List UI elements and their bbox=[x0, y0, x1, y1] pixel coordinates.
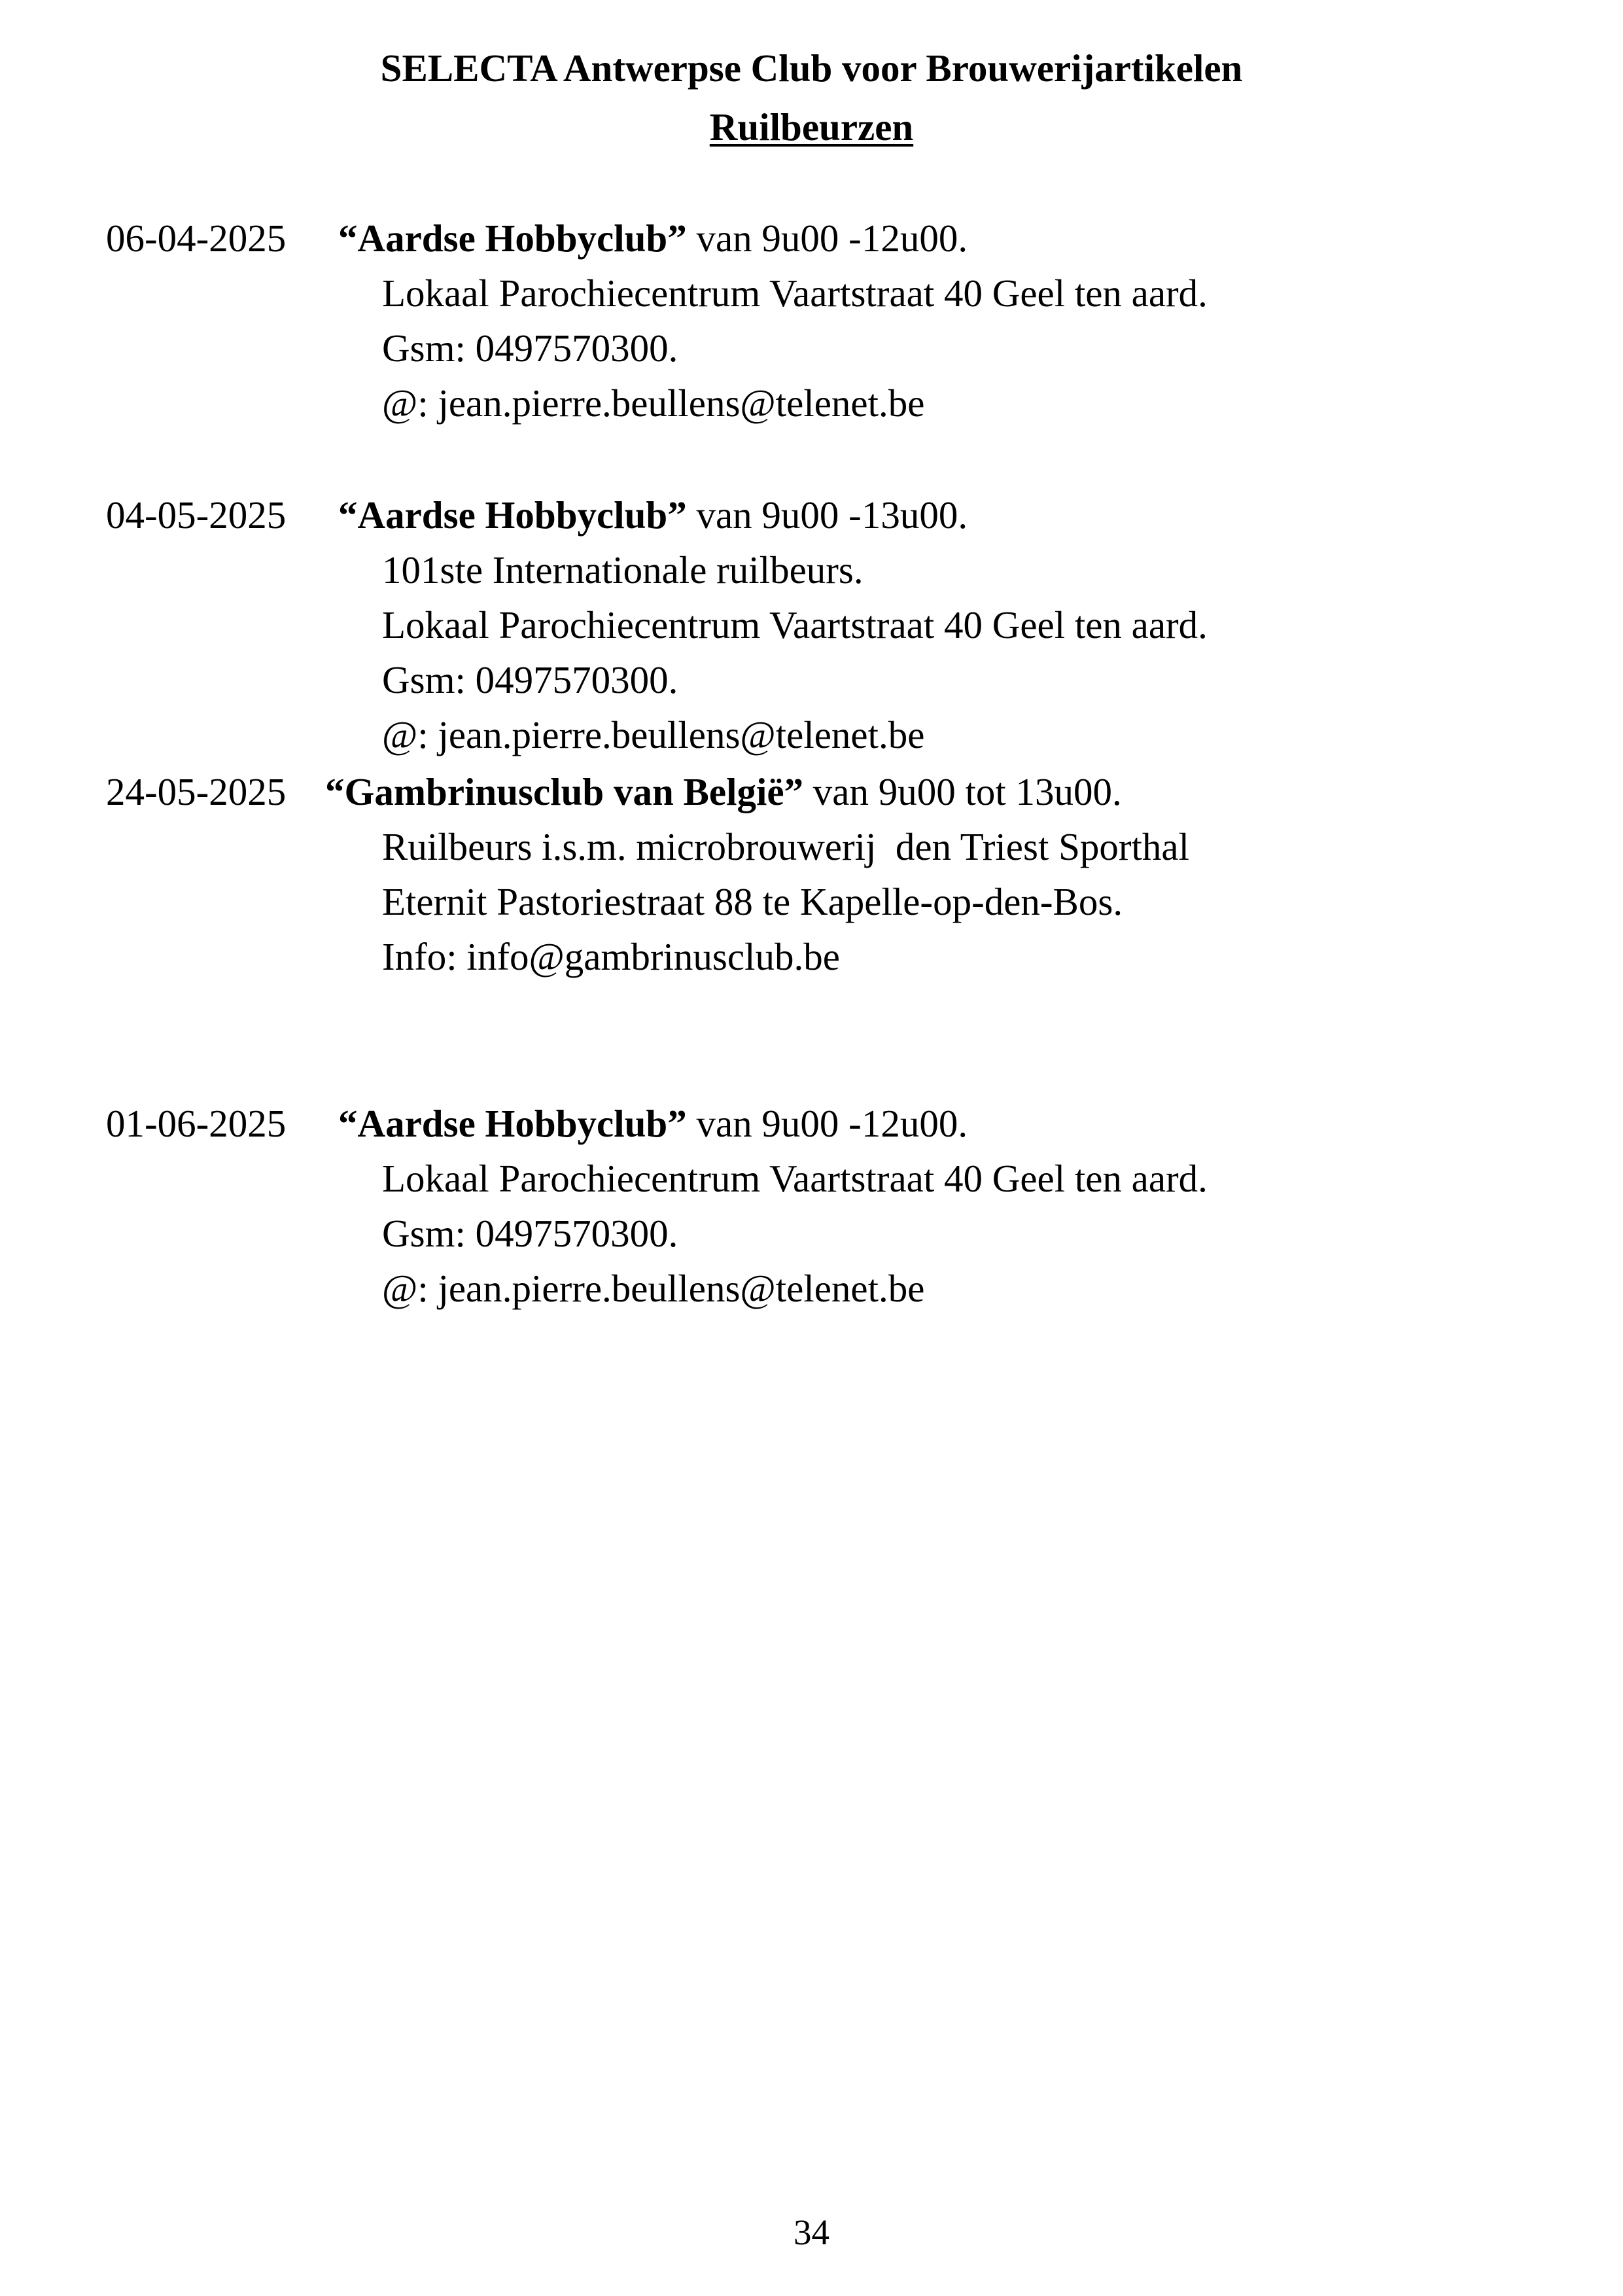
event-date: 01-06-2025 bbox=[106, 1102, 287, 1145]
event-date: 04-05-2025 bbox=[106, 493, 287, 537]
event-club: “Aardse Hobbyclub” bbox=[338, 1102, 687, 1145]
event-date: 06-04-2025 bbox=[106, 217, 287, 260]
document-title: SELECTA Antwerpse Club voor Brouwerijartikelen bbox=[380, 46, 1243, 90]
event-entry bbox=[106, 487, 1545, 762]
event-heading bbox=[106, 211, 1545, 266]
event-location: Lokaal Parochiecentrum Vaartstraat 40 Geel ten aard. bbox=[382, 1157, 1208, 1200]
event-description: 101ste Internationale ruilbeurs. bbox=[382, 548, 864, 592]
event-heading bbox=[106, 487, 1545, 542]
event-time: van 9u00 tot 13u00. bbox=[803, 770, 1122, 813]
event-email: @: jean.pierre.beullens@telenet.be bbox=[382, 1267, 925, 1310]
event-heading bbox=[106, 1096, 1545, 1151]
event-time: van 9u00 -13u00. bbox=[686, 493, 968, 537]
event-description: Ruilbeurs i.s.m. microbrouwerij den Triest Sporthal bbox=[382, 825, 1190, 868]
event-heading bbox=[106, 764, 1545, 819]
document-subtitle: Ruilbeurzen bbox=[709, 105, 914, 149]
event-entry bbox=[106, 764, 1545, 984]
event-email: @: jean.pierre.beullens@telenet.be bbox=[382, 381, 925, 425]
event-phone: Gsm: 0497570300. bbox=[382, 658, 678, 701]
event-entry bbox=[106, 1096, 1545, 1316]
event-location: Lokaal Parochiecentrum Vaartstraat 40 Geel ten aard. bbox=[382, 603, 1208, 646]
event-time: van 9u00 -12u00. bbox=[686, 217, 968, 260]
event-location: Lokaal Parochiecentrum Vaartstraat 40 Geel ten aard. bbox=[382, 272, 1208, 315]
event-email: Info: info@gambrinusclub.be bbox=[382, 935, 840, 978]
event-club: “Aardse Hobbyclub” bbox=[338, 217, 687, 260]
event-entry bbox=[106, 211, 1545, 431]
page-number: 34 bbox=[794, 2212, 829, 2252]
event-email: @: jean.pierre.beullens@telenet.be bbox=[382, 713, 925, 756]
event-date: 24-05-2025 bbox=[106, 770, 287, 813]
event-phone: Gsm: 0497570300. bbox=[382, 1212, 678, 1255]
event-club: “Gambrinusclub van België” bbox=[325, 770, 804, 813]
event-phone: Gsm: 0497570300. bbox=[382, 327, 678, 370]
event-club: “Aardse Hobbyclub” bbox=[338, 493, 687, 537]
event-location: Eternit Pastoriestraat 88 te Kapelle-op-den-Bos. bbox=[382, 880, 1123, 923]
event-time: van 9u00 -12u00. bbox=[686, 1102, 968, 1145]
